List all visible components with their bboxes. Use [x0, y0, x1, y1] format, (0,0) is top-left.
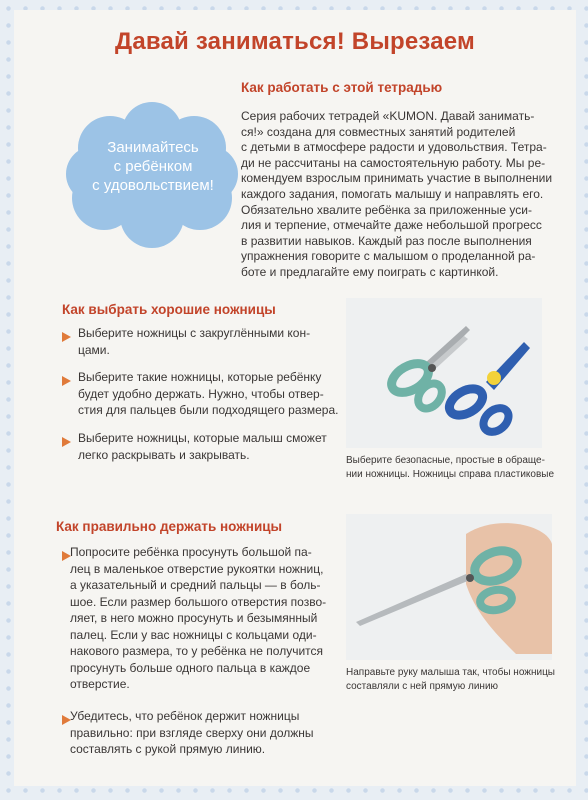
bullet-line: просунуть больше одного пальца в каждое	[70, 660, 311, 675]
bullet-line: правильно: при взгляде сверху они должны	[70, 725, 314, 740]
bullet-line: шое. Если размер большого отверстия позво-	[70, 594, 327, 609]
caption-line: нии ножницы. Ножницы справа пластиковые	[346, 469, 555, 480]
page-sheet	[14, 10, 576, 786]
bullet-line: а указательный и средний пальцы — в боль-	[70, 578, 321, 592]
hand-scissors-photo	[346, 514, 552, 660]
intro-heading: Как работать с этой тетрадью	[241, 80, 443, 95]
bullet-line: ляет, в него можно просунуть и безымянный	[70, 611, 318, 625]
bullet-line: Выберите ножницы, которые малыш сможет	[78, 431, 327, 445]
intro-line: ди не рассчитаны на самостоятельную работу. Мы ре-	[241, 155, 546, 170]
bullet-line: Выберите ножницы с закруглёнными кон-	[78, 326, 311, 340]
hold-bullet	[70, 708, 346, 758]
page-title: Давай заниматься! Вырезаем	[115, 28, 475, 55]
bullet-line: цами.	[78, 342, 110, 357]
bullet-arrow-icon	[62, 437, 71, 447]
bullet-line: стия для пальцев были подходящего размера.	[78, 403, 339, 417]
bullet-line: накового размера, то у ребёнка не получится	[70, 644, 324, 658]
bullet-line: отверстие.	[70, 677, 130, 691]
bullet-line: будет удобно держать. Нужно, чтобы отвер-	[78, 386, 324, 401]
hold-caption	[346, 666, 568, 694]
intro-line: с детьми в атмосфере радости и удовольствия. Тетра-	[241, 140, 547, 155]
caption-line: Выберите безопасные, простые в обраще-	[346, 455, 545, 466]
intro-line: боте и предлагайте ему поиграть с картинкой.	[241, 264, 499, 279]
hold-heading: Как правильно держать ножницы	[56, 519, 283, 534]
choose-bullet	[78, 430, 340, 463]
hand-with-scissors-icon	[346, 514, 552, 660]
choose-heading: Как выбрать хорошие ножницы	[62, 302, 276, 317]
cloud-line: с ребёнком	[113, 158, 193, 175]
caption-line: составляли с ней прямую линию	[346, 681, 499, 692]
bullet-arrow-icon	[62, 332, 71, 342]
bullet-arrow-icon	[62, 376, 71, 386]
bullet-line: Попросите ребёнка просунуть большой па-	[70, 545, 312, 559]
caption-line: Направьте руку малыша так, чтобы ножницы	[346, 667, 555, 678]
hold-bullet	[70, 544, 346, 693]
choose-bullet	[78, 369, 340, 419]
bullet-line: Выберите такие ножницы, которые ребёнку	[78, 370, 322, 384]
choose-bullet	[78, 325, 340, 358]
bullet-line: легко раскрывать и закрывать.	[78, 447, 250, 462]
bullet-line: палец. Если у вас ножницы с кольцами оди-	[70, 627, 317, 642]
intro-paragraph	[241, 109, 563, 281]
intro-line: в развитии навыков. Каждый раз после выполнения	[241, 233, 532, 248]
scissors-photo	[346, 298, 542, 448]
cloud-caption	[78, 138, 228, 195]
intro-line: Серия рабочих тетрадей «KUMON. Давай занимать-	[241, 109, 535, 123]
scissors-icon	[346, 298, 542, 448]
cloud-line: Занимайтесь	[107, 139, 199, 156]
intro-line: лия и терпение, отмечайте даже небольшой прогресс	[241, 218, 542, 233]
intro-line: ся!» создана для совместных занятий родителей	[241, 124, 516, 139]
intro-line: упражнения говорите с малышом о проделанной ра-	[241, 249, 536, 264]
bullet-line: составлять с рукой прямую линию.	[70, 742, 266, 756]
bullet-line: лец в маленькое отверстие рукоятки ножниц,	[70, 561, 324, 576]
bullet-line: Убедитесь, что ребёнок держит ножницы	[70, 709, 300, 723]
intro-line: каждого задания, помогать малышу и направлять его.	[241, 186, 544, 201]
cloud-line: с удовольствием!	[92, 177, 214, 194]
choose-caption	[346, 454, 556, 482]
intro-line: комендуем взрослым принимать участие в выполнении	[241, 171, 553, 186]
intro-line: Обязательно хвалите ребёнка за приложенные уси-	[241, 202, 532, 217]
